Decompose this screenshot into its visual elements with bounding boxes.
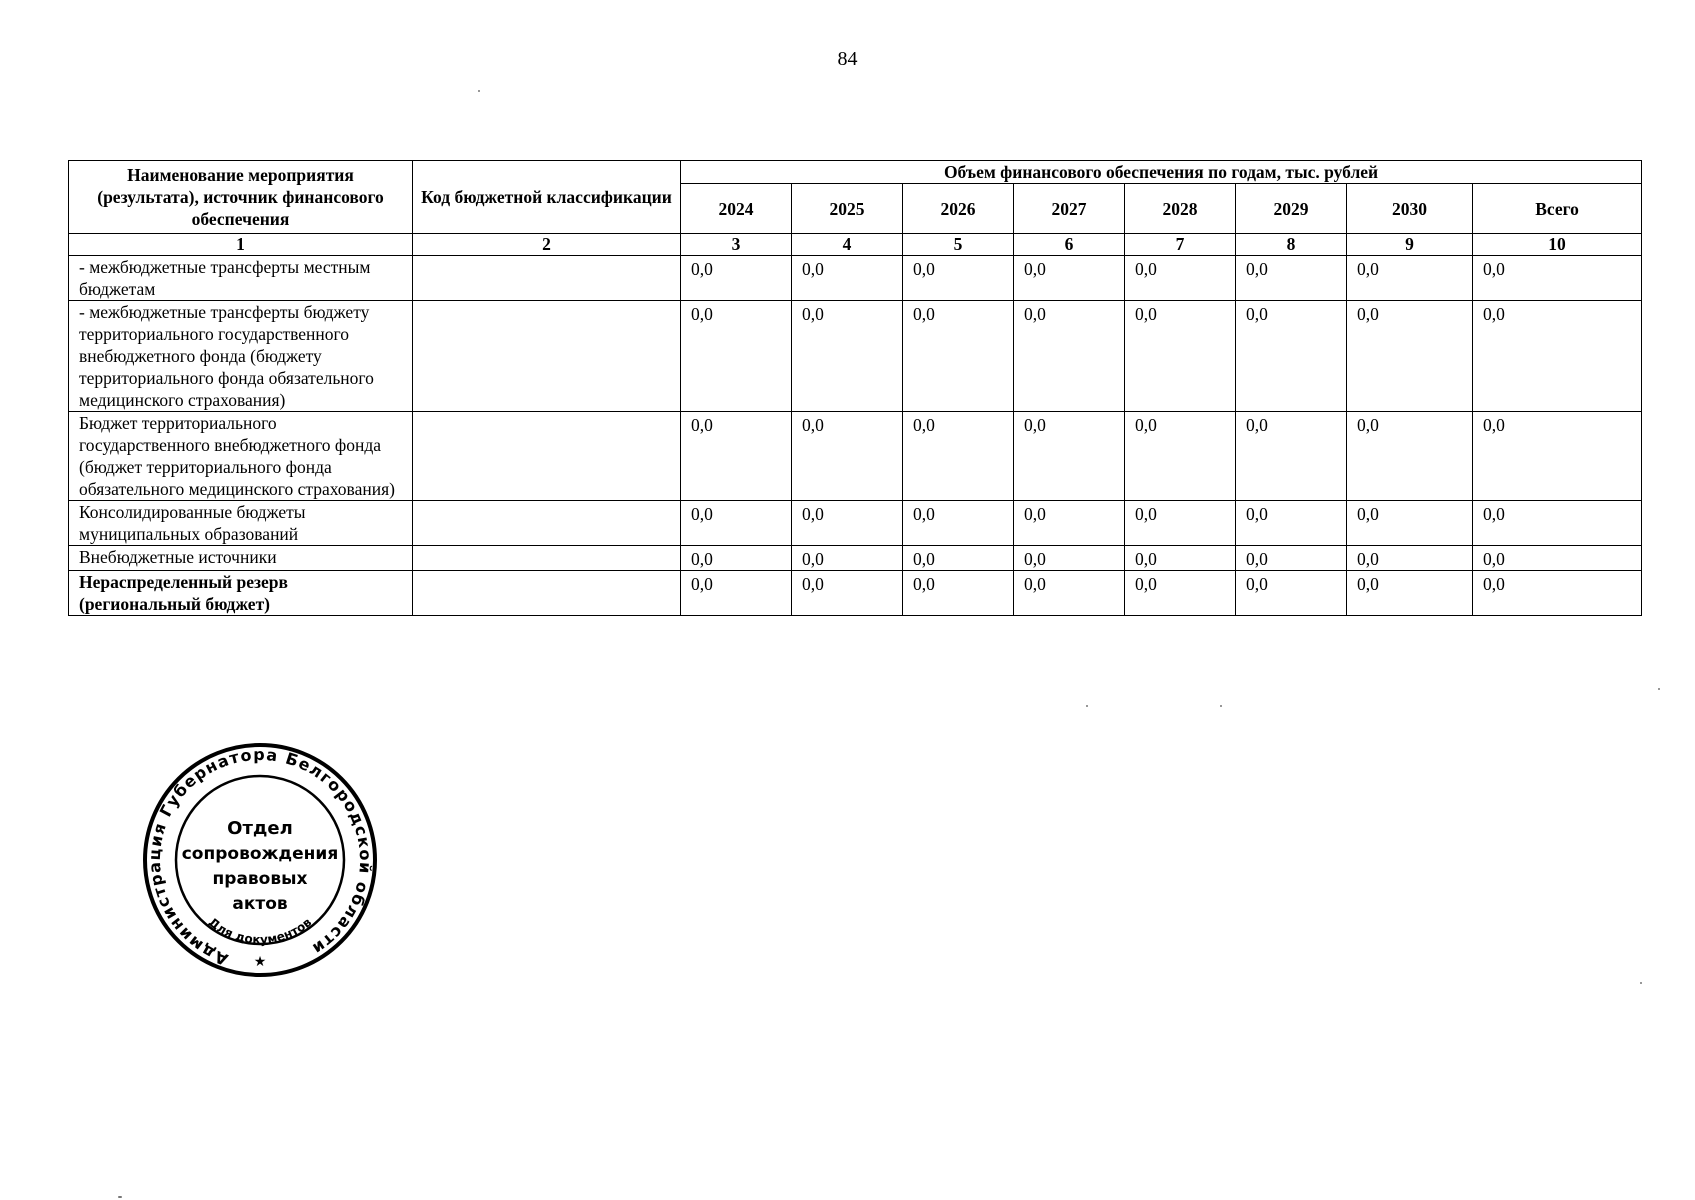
- row-value: 0,0: [1236, 571, 1347, 616]
- row-value: 0,0: [681, 571, 792, 616]
- header-year: 2030: [1347, 184, 1473, 234]
- row-value: 0,0: [1473, 501, 1642, 546]
- column-number: 3: [681, 234, 792, 256]
- row-value: 0,0: [1125, 501, 1236, 546]
- scan-speck: [478, 90, 480, 92]
- scan-speck: [1658, 688, 1660, 690]
- row-code: [413, 412, 681, 501]
- row-code: [413, 501, 681, 546]
- scan-speck: [118, 1196, 122, 1198]
- row-value: 0,0: [1347, 546, 1473, 571]
- row-value: 0,0: [1347, 256, 1473, 301]
- row-value: 0,0: [1473, 256, 1642, 301]
- stamp-line: сопровождения: [181, 844, 339, 864]
- row-name: - межбюджетные трансферты местным бюджетам: [69, 256, 413, 301]
- row-value: 0,0: [1473, 301, 1642, 412]
- row-value: 0,0: [903, 546, 1014, 571]
- row-value: 0,0: [903, 301, 1014, 412]
- row-value: 0,0: [1125, 546, 1236, 571]
- official-stamp: [142, 742, 378, 978]
- scan-speck: [1220, 705, 1222, 707]
- row-value: 0,0: [1125, 571, 1236, 616]
- row-code: [413, 571, 681, 616]
- column-number: 2: [413, 234, 681, 256]
- row-value: 0,0: [903, 412, 1014, 501]
- row-value: 0,0: [1236, 256, 1347, 301]
- row-value: 0,0: [681, 546, 792, 571]
- page-number: 84: [837, 48, 858, 70]
- row-value: 0,0: [792, 546, 903, 571]
- star-icon: ★: [253, 954, 267, 970]
- row-name: - межбюджетные трансферты бюджету территориального государственного внебюджетного фонда (бюджету территориального фонда обязательного медицинского страхования): [69, 301, 413, 412]
- row-value: 0,0: [1236, 412, 1347, 501]
- header-total: Всего: [1473, 184, 1642, 234]
- row-value: 0,0: [1347, 501, 1473, 546]
- column-number: 10: [1473, 234, 1642, 256]
- row-code: [413, 546, 681, 571]
- row-name: Нераспределенный резерв (региональный бюджет): [69, 571, 413, 616]
- header-year: 2026: [903, 184, 1014, 234]
- stamp-line: актов: [232, 894, 288, 914]
- stamp-outer-text: Администрация Губернатора Белгородской области: [144, 744, 376, 970]
- row-value: 0,0: [681, 301, 792, 412]
- stamp-line: правовых: [212, 869, 308, 889]
- column-number: 7: [1125, 234, 1236, 256]
- row-value: 0,0: [1014, 256, 1125, 301]
- column-number: 1: [69, 234, 413, 256]
- header-year: 2024: [681, 184, 792, 234]
- budget-table: [68, 160, 1642, 616]
- row-value: 0,0: [1347, 301, 1473, 412]
- stamp-line: Отдел: [227, 818, 293, 839]
- column-number: 4: [792, 234, 903, 256]
- row-value: 0,0: [792, 571, 903, 616]
- row-code: [413, 301, 681, 412]
- row-name: Внебюджетные источники: [69, 546, 413, 571]
- row-value: 0,0: [1236, 546, 1347, 571]
- row-value: 0,0: [1014, 501, 1125, 546]
- row-value: 0,0: [681, 412, 792, 501]
- scan-speck: [1640, 982, 1642, 984]
- row-value: 0,0: [792, 412, 903, 501]
- column-number: 6: [1014, 234, 1125, 256]
- row-value: 0,0: [1014, 546, 1125, 571]
- row-value: 0,0: [1014, 301, 1125, 412]
- row-value: 0,0: [1125, 412, 1236, 501]
- header-year: 2029: [1236, 184, 1347, 234]
- table-row: [69, 301, 1642, 412]
- row-value: 0,0: [1473, 546, 1642, 571]
- table-row: [69, 546, 1642, 571]
- row-value: 0,0: [792, 501, 903, 546]
- header-year: 2025: [792, 184, 903, 234]
- stamp-inner-text: Для документов: [205, 914, 315, 947]
- column-number: 5: [903, 234, 1014, 256]
- scan-speck: [1086, 705, 1088, 707]
- row-code: [413, 256, 681, 301]
- header-year: 2027: [1014, 184, 1125, 234]
- row-value: 0,0: [1236, 301, 1347, 412]
- row-value: 0,0: [1347, 571, 1473, 616]
- row-value: 0,0: [792, 301, 903, 412]
- header-code: Код бюджетной классификации: [413, 161, 681, 234]
- row-value: 0,0: [1125, 256, 1236, 301]
- row-value: 0,0: [1125, 301, 1236, 412]
- row-value: 0,0: [681, 501, 792, 546]
- row-value: 0,0: [903, 571, 1014, 616]
- row-value: 0,0: [903, 256, 1014, 301]
- header-name: Наименование мероприятия (результата), источник финансового обеспечения: [69, 161, 413, 234]
- row-value: 0,0: [1347, 412, 1473, 501]
- row-value: 0,0: [1236, 501, 1347, 546]
- table-row: [69, 412, 1642, 501]
- header-year: 2028: [1125, 184, 1236, 234]
- column-number: 8: [1236, 234, 1347, 256]
- row-value: 0,0: [1014, 412, 1125, 501]
- table-row: [69, 571, 1642, 616]
- row-value: 0,0: [792, 256, 903, 301]
- column-numbers-row: [69, 234, 1642, 256]
- row-value: 0,0: [1473, 571, 1642, 616]
- row-value: 0,0: [1014, 571, 1125, 616]
- row-name: Консолидированные бюджеты муниципальных образований: [69, 501, 413, 546]
- row-value: 0,0: [1473, 412, 1642, 501]
- header-volume: Объем финансового обеспечения по годам, тыс. рублей: [681, 161, 1642, 184]
- row-value: 0,0: [903, 501, 1014, 546]
- column-number: 9: [1347, 234, 1473, 256]
- table-row: [69, 256, 1642, 301]
- table-row: [69, 501, 1642, 546]
- row-value: 0,0: [681, 256, 792, 301]
- row-name: Бюджет территориального государственного внебюджетного фонда (бюджет территориального фонда обязательного медицинского страхования): [69, 412, 413, 501]
